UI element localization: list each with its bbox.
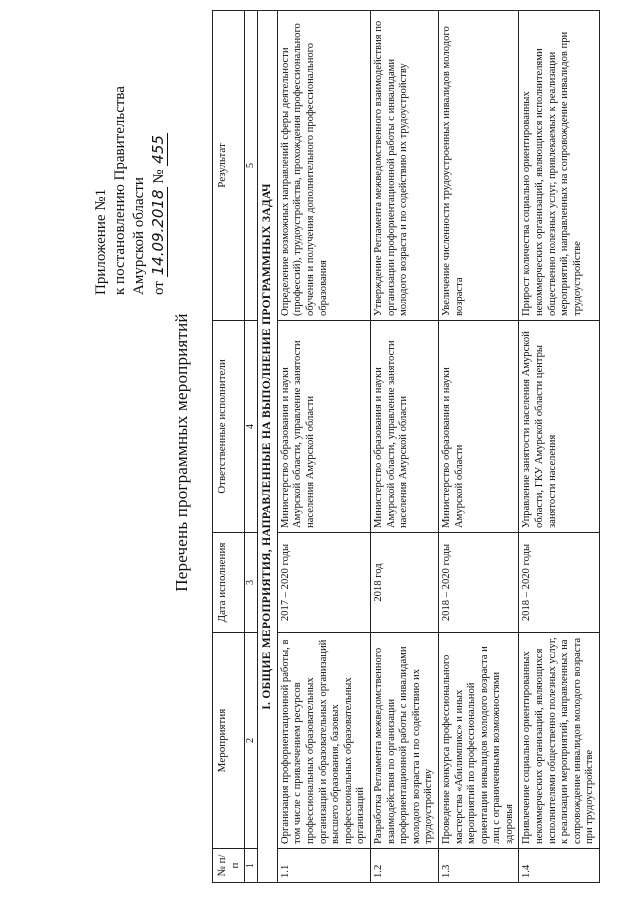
date-prefix: от [151, 281, 167, 295]
row-number: 1.3 [438, 849, 519, 883]
decree-reference: к постановлению Правительства [112, 86, 128, 295]
section-heading-row [258, 11, 278, 883]
row-result: Увеличение численности трудоустроенных инвалидов молодого возраста [438, 11, 519, 321]
row-executors: Министерство образования и науки Амурской области [438, 321, 519, 533]
column-number: 1 [245, 849, 258, 883]
number-prefix: № [151, 169, 167, 184]
column-number: 2 [245, 633, 258, 849]
row-date: 2018 – 2020 годы [438, 533, 519, 633]
column-header-date: Дата исполнения [213, 533, 245, 633]
row-activity: Организация профориентационной работы, в том числе с привлечением ресурсов профессиональных образовательных организаций и образовательных организаций высшего образования, базовых профессиональных образовательных организаций [277, 633, 370, 849]
table-row [438, 11, 519, 883]
row-activity: Привлечение социально ориентированных некоммерческих организаций, являющихся исполнителями общественно полезных услуг, к реализации мероприятий, направленных на сопровождение инвалидов молодого возраста при трудоустройстве [519, 633, 600, 849]
table-row [370, 11, 438, 883]
row-result: Определение возможных направлений сферы деятельности (профессий), трудоустройства, прохождения профессионального обучения и получения дополнительного профессионального образования [277, 11, 370, 321]
row-date: 2018 год [370, 533, 438, 633]
approval-header [92, 25, 169, 295]
row-activity: Разработка Регламента межведомственного взаимодействия по организации профориентационной работы с инвалидами молодого возраста и по содействию их трудоустройству [370, 633, 438, 849]
row-executors: Министерство образования и науки Амурской области, управление занятости населения Амурской области [277, 321, 370, 533]
row-number: 1.4 [519, 849, 600, 883]
column-number: 4 [245, 321, 258, 533]
table-row [277, 11, 370, 883]
decree-date-line [149, 25, 169, 295]
column-header-result: Результат [213, 11, 245, 321]
row-date: 2018 – 2020 годы [519, 533, 600, 633]
column-header-number: № п/п [213, 849, 245, 883]
appendix-label: Приложение №1 [93, 188, 109, 295]
document-title: Перечень программных мероприятий [172, 313, 191, 592]
column-header-activity: Мероприятия [213, 633, 245, 849]
table-row [519, 11, 600, 883]
column-number: 5 [245, 11, 258, 321]
row-executors: Министерство образования и науки Амурской области, управление занятости населения Амурской области [370, 321, 438, 533]
region-name: Амурской области [131, 177, 147, 295]
row-date: 2017 – 2020 годы [277, 533, 370, 633]
column-header-executors: Ответственные исполнители [213, 321, 245, 533]
row-number: 1.1 [277, 849, 370, 883]
row-result: Прирост количества социально ориентированных некоммерческих организаций, являющихся исполнителями общественно полезных услуг, привлекаемых к реализации мероприятий, направленных на сопровождение инвалидов при трудоустройстве [519, 11, 600, 321]
section-heading: I. ОБЩИЕ МЕРОПРИЯТИЯ, НАПРАВЛЕННЫЕ НА ВЫПОЛНЕНИЕ ПРОГРАММНЫХ ЗАДАЧ [258, 11, 278, 883]
handwritten-date: 14.09.2018 [149, 189, 167, 276]
row-number: 1.2 [370, 849, 438, 883]
row-executors: Управление занятости населения Амурской области, ГКУ Амурской области центры занятости населения [519, 321, 600, 533]
column-number: 3 [245, 533, 258, 633]
table-header-row [213, 11, 245, 883]
handwritten-number: 455 [149, 135, 167, 164]
column-number-row [245, 11, 258, 883]
row-result: Утверждение Регламента межведомственного взаимодействия по организации профориентационной работы с инвалидами молодого возраста и по содействию их трудоустройству [370, 11, 438, 321]
program-activities-table [212, 10, 600, 883]
row-activity: Проведение конкурса профессионального мастерства «Абилимпикс» и иных мероприятий по профессиональной ориентации инвалидов молодого возраста и лиц с ограниченными возможностями здоровья [438, 633, 519, 849]
